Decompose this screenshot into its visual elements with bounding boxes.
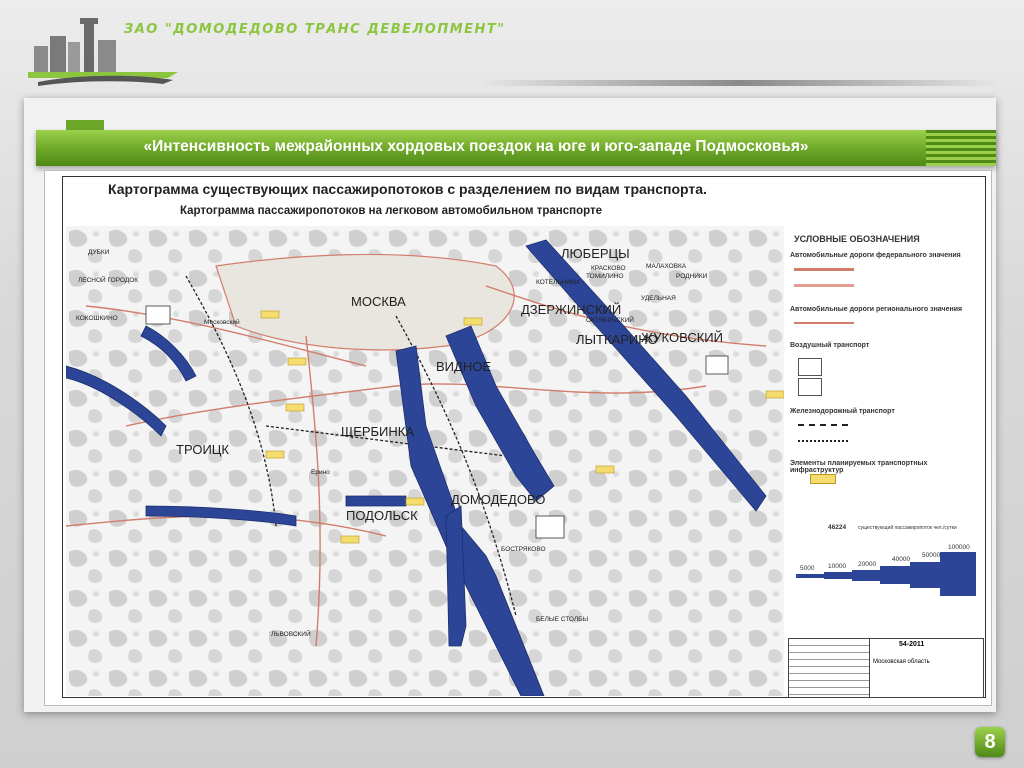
legend-air: Воздушный транспорт	[790, 342, 870, 349]
legend-flow-example-text: существующий пассажиропоток чел./сутки	[858, 525, 957, 531]
legend-rail-swatch	[798, 424, 848, 429]
legend-station-swatch	[810, 474, 836, 484]
place-label: ТРОИЦК	[176, 442, 229, 457]
legend-airfield-swatch	[798, 378, 822, 396]
place-label: ПОДОЛЬСК	[346, 508, 418, 523]
flow-band-shcherbinka	[346, 496, 406, 506]
legend-flow-example-value: 46224	[828, 524, 847, 531]
legend-scale-3: 20000	[858, 561, 877, 568]
header-divider	[480, 80, 1000, 86]
map-subtitle: Картограмма пассажиропотоков на легковом автомобильном транспорте	[180, 205, 603, 217]
place-label: ДУБКИ	[88, 249, 110, 256]
banner-stripes	[926, 130, 996, 166]
slide-title: «Интенсивность межрайонных хордовых поездок на юге и юго-западе Подмосковья»	[143, 138, 809, 155]
title-banner	[36, 130, 996, 166]
legend-regional-road-swatch	[794, 322, 854, 324]
place-label: ДЗЕРЖИНСКИЙ	[521, 302, 622, 317]
drawing-region: Московская область	[873, 659, 930, 665]
legend-title: УСЛОВНЫЕ ОБОЗНАЧЕНИЯ	[794, 234, 920, 244]
legend-scale-2: 10000	[828, 563, 847, 570]
title-block-grid	[789, 639, 870, 697]
place-label: Московский	[204, 319, 240, 326]
place-label: ЛЮБЕРЦЫ	[561, 246, 630, 261]
place-label: БЕЛЫЕ СТОЛБЫ	[536, 616, 589, 623]
place-label: РОДНИКИ	[676, 273, 708, 280]
place-label: БОСТРЯКОВО	[501, 546, 546, 553]
place-label: ВИДНОЕ	[436, 359, 491, 374]
company-name: ЗАО "ДОМОДЕДОВО ТРАНС ДЕВЕЛОПМЕНТ"	[124, 22, 506, 37]
drawing-title-block	[788, 638, 984, 698]
place-label: ЛЕСНОЙ ГОРОДОК	[78, 277, 139, 284]
legend-federal-road-swatch	[794, 268, 854, 271]
legend-scale-5: 50000	[922, 552, 941, 559]
legend-federal-roads: Автомобильные дороги федерального значения	[790, 252, 961, 259]
map-legend	[788, 228, 980, 638]
place-label: КОТЕЛЬНИКИ	[536, 279, 580, 286]
legend-scale-1: 5000	[800, 565, 815, 572]
airport-zhukovsky	[706, 356, 728, 374]
place-label: ЛЬВОВСКИЙ	[271, 631, 311, 638]
place-label: ДОМОДЕДОВО	[451, 492, 546, 507]
place-label: Ерино	[311, 469, 330, 476]
legend-infra: Элементы планируемых транспортных инфраструктур	[790, 460, 928, 474]
drawing-code: 54-2011	[899, 641, 925, 648]
place-label: УДЕЛЬНАЯ	[641, 295, 676, 302]
place-label: МАЛАХОВКА	[646, 263, 687, 270]
airport-vnukovo	[146, 306, 170, 324]
map-title: Картограмма существующих пассажиропотоков с разделением по видам транспорта.	[108, 181, 707, 197]
place-label: ЖУКОВСКИЙ	[641, 330, 723, 345]
airport-domodedovo	[536, 516, 564, 538]
place-label: ОКТЯБРЬСКИЙ	[586, 317, 634, 324]
legend-federal-road-swatch-2	[794, 284, 854, 287]
legend-rail: Железнодорожный транспорт	[790, 408, 895, 415]
page-number: 8	[975, 727, 1005, 757]
legend-airport-swatch	[798, 358, 822, 376]
place-label: ЛЫТКАРИНО	[576, 332, 658, 347]
legend-scale-4: 40000	[892, 556, 911, 563]
place-label: КРАСКОВО	[591, 265, 626, 272]
place-label: КОКОШКИНО	[76, 315, 118, 322]
traffic-flow-map	[66, 226, 784, 696]
legend-planned-rail-swatch	[798, 440, 848, 445]
place-label: МОСКВА	[351, 294, 406, 309]
legend-scale-6: 100000	[948, 544, 970, 551]
place-label: ТОМИЛИНО	[586, 273, 624, 280]
legend-regional-roads: Автомобильные дороги регионального значения	[790, 306, 963, 313]
place-label: ЩЕРБИНКА	[341, 424, 415, 439]
